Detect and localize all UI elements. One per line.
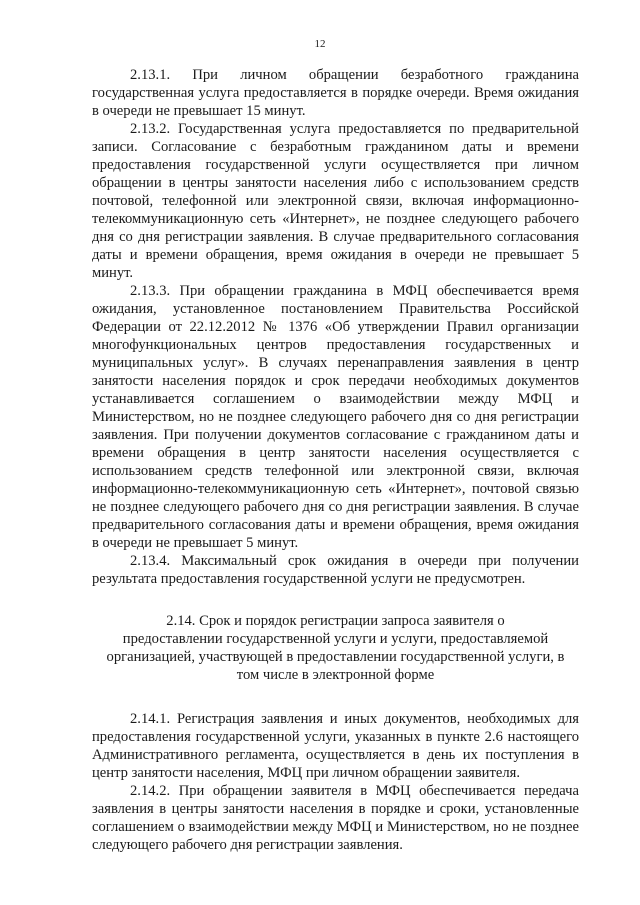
paragraph-2-14-1: 2.14.1. Регистрация заявления и иных документов, необходимых для предоставления государственной услуги, указанных в пункте 2.6 настоящего Административного регламента, осуществляется в день их поступления в центр занятости населения, МФЦ при личном обращении заявителя. [92,711,579,781]
section-heading-line: 2.14. Срок и порядок регистрации запроса заявителя о [166,613,505,629]
document-body [92,66,579,854]
page-number: 12 [314,38,326,50]
paragraph-2-13-4: 2.13.4. Максимальный срок ожидания в очереди при получении результата предоставления государственной услуги не предусмотрен. [92,553,579,587]
paragraph-2-13-1: 2.13.1. При личном обращении безработного гражданина государственная услуга предоставляется в порядке очереди. Время ожидания в очереди не превышает 15 минут. [92,67,579,119]
section-heading-line: том числе в электронной форме [236,667,435,683]
section-heading-line: предоставлении государственной услуги и услуги, предоставляемой [122,631,549,647]
paragraph-2-14-2: 2.14.2. При обращении заявителя в МФЦ обеспечивается передача заявления в центры занятости населения в порядке и сроки, установленные соглашением о взаимодействии между МФЦ и Министерством, но не позднее следующего рабочего дня регистрации заявления. [92,783,579,853]
section-heading-2-14 [92,612,579,684]
section-heading-line: организацией, участвующей в предоставлении государственной услуги, в [106,649,565,665]
paragraph-2-13-2: 2.13.2. Государственная услуга предоставляется по предварительной записи. Согласование с безработным гражданином даты и времени предоставления государственной услуги осуществляется при личном обращении в центры занятости населения либо с использованием средств почтовой, телефонной или электронной связи, включая информационно-телекоммуникационную сеть «Интернет», не позднее следующего рабочего дня со дня регистрации заявления. В случае предварительного согласования даты и времени обращения, время ожидания в очереди не превышает 5 минут. [92,121,579,281]
paragraph-2-13-3: 2.13.3. При обращении гражданина в МФЦ обеспечивается время ожидания, установленное постановлением Правительства Российской Федерации от 22.12.2012 № 1376 «Об утверждении Правил организации многофункциональных центров предоставления государственных и муниципальных услуг». В случаях перенаправления заявления в центр занятости населения порядок и срок передачи необходимых документов устанавливается соглашением о взаимодействии между МФЦ и Министерством, но не позднее следующего рабочего дня со дня регистрации заявления. При получении документов согласование с гражданином даты и времени обращения в центр занятости населения осуществляется с использованием средств телефонной или электронной связи, включая информационно-телекоммуникационную сеть «Интернет», почтовой связью не позднее следующего рабочего дня со дня регистрации заявления. В случае предварительного согласования даты и времени обращения, время ожидания в очереди не превышает 5 минут. [92,283,579,551]
